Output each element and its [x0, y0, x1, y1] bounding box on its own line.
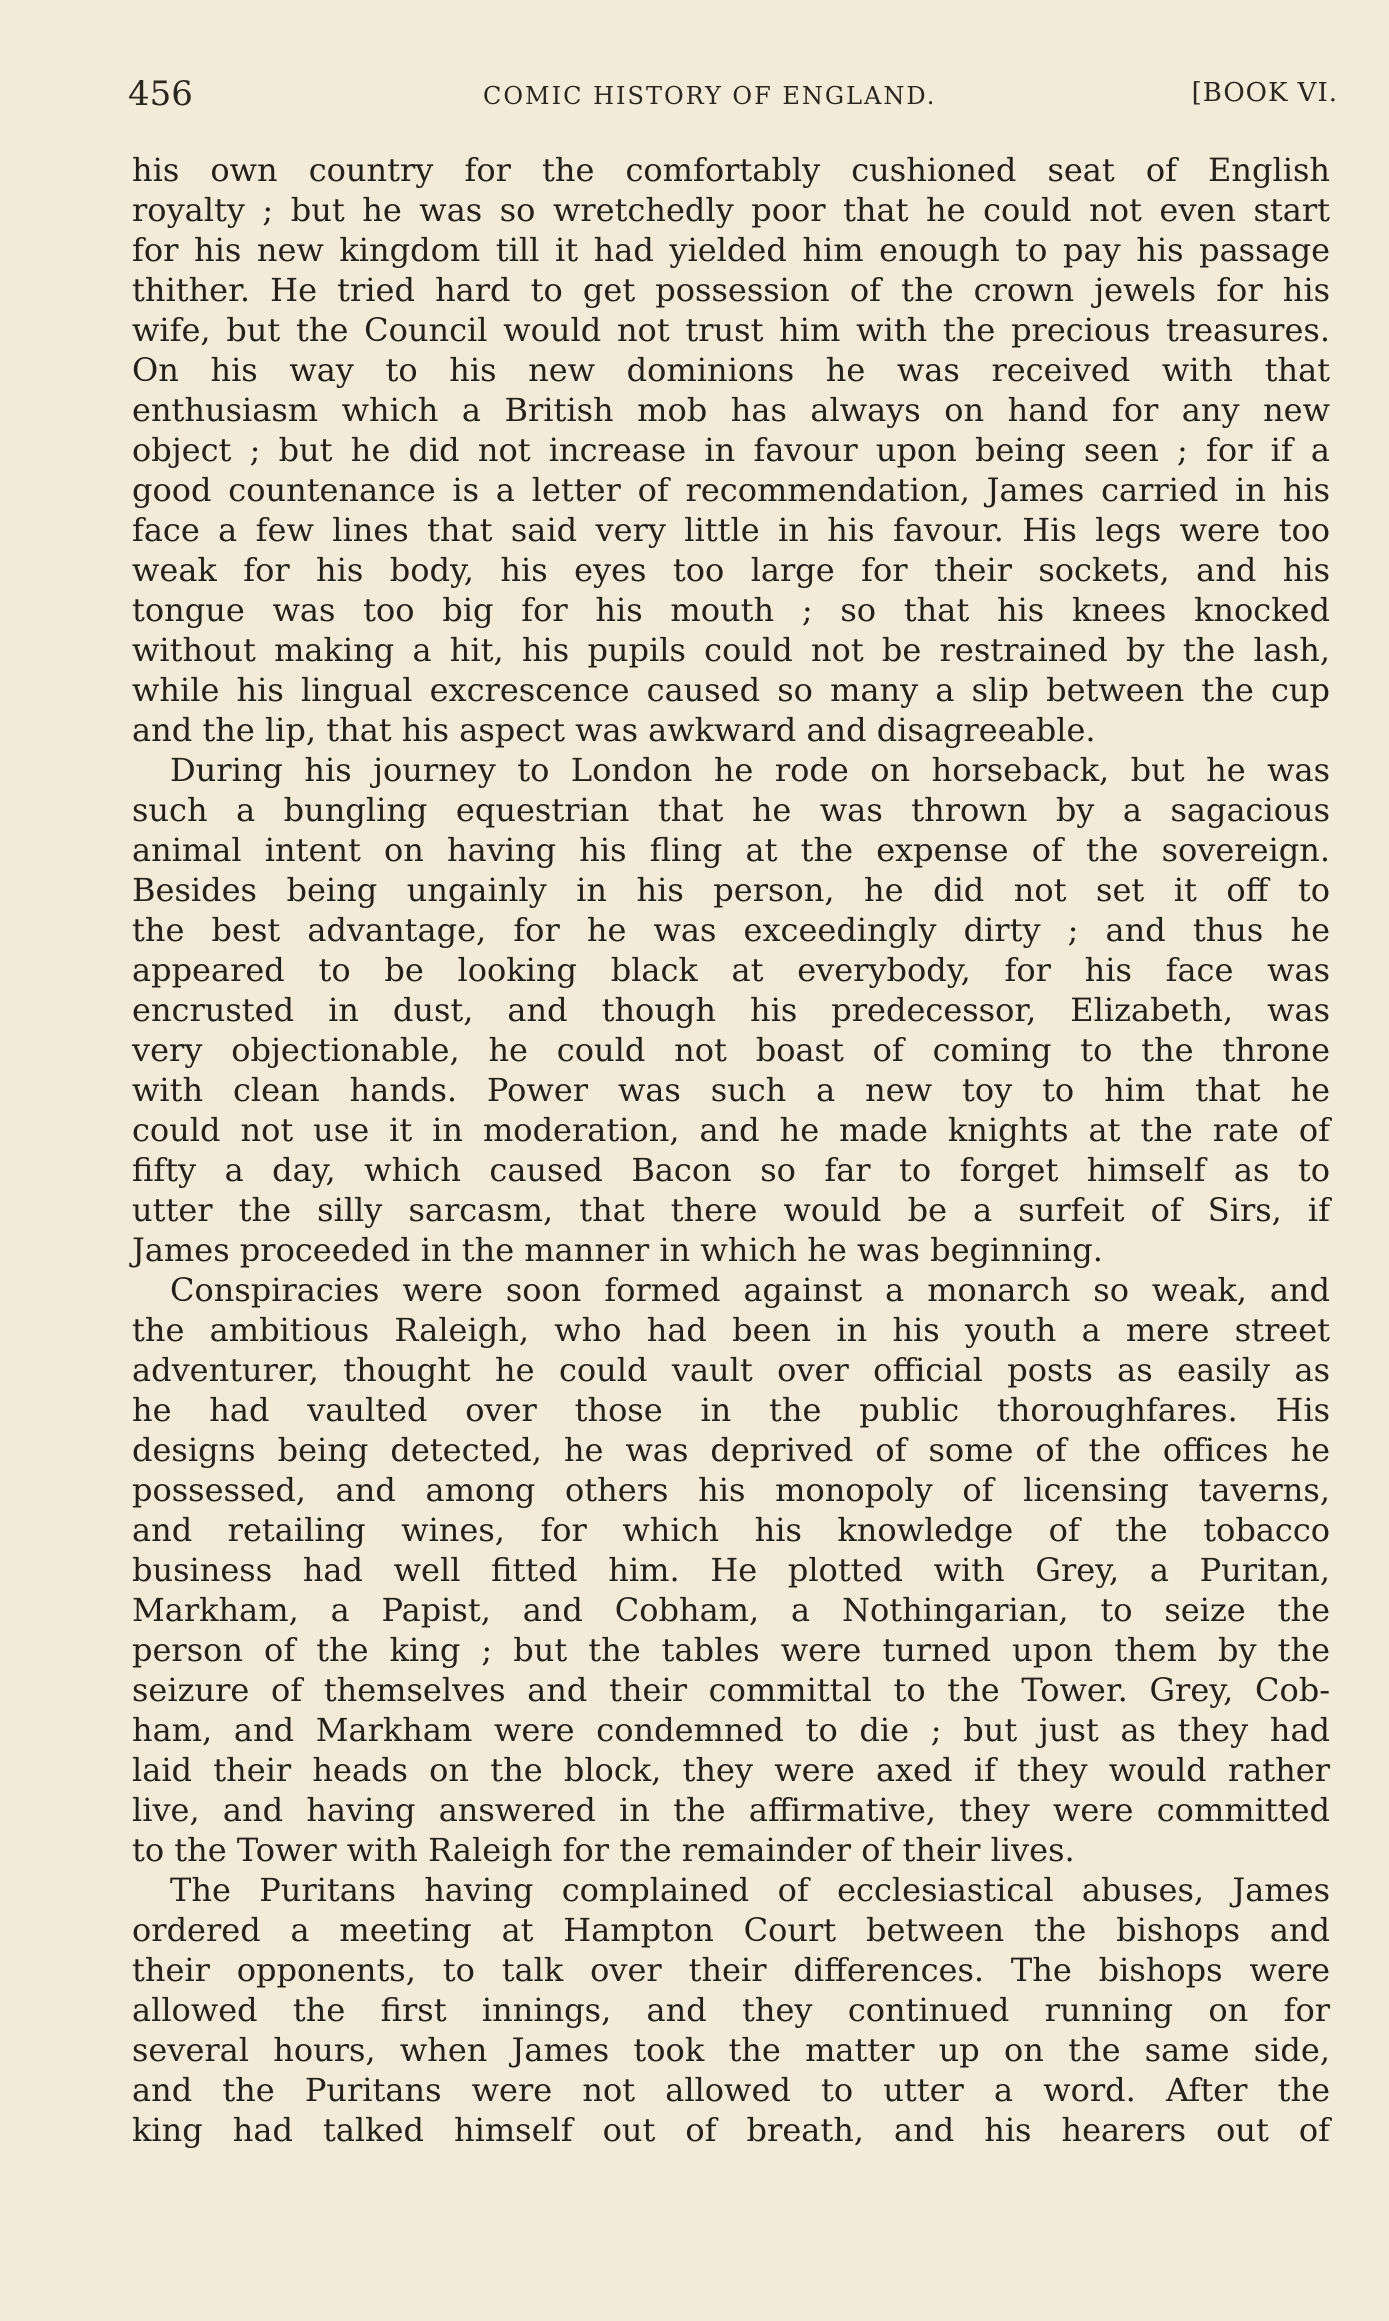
text-line: such a bungling equestrian that he was thrown by a sagacious: [132, 791, 1330, 829]
paragraph-2: [132, 750, 1330, 1270]
text-line: person of the king ; but the tables were turned upon them by the: [132, 1631, 1330, 1669]
text-line: several hours, when James took the matter up on the same side,: [132, 2031, 1330, 2069]
text-line: for his new kingdom till it had yielded him enough to pay his passage: [132, 231, 1330, 269]
text-line: his own country for the comfortably cushioned seat of English: [132, 151, 1330, 189]
text-line: animal intent on having his fling at the expense of the sovereign.: [132, 831, 1330, 869]
text-line: thither. He tried hard to get possession of the crown jewels for his: [132, 271, 1330, 309]
paragraph-1: [132, 150, 1330, 750]
text-line: while his lingual excrescence caused so many a slip between the cup: [132, 671, 1330, 709]
text-line: could not use it in moderation, and he made knights at the rate of: [132, 1111, 1330, 1149]
text-line: wife, but the Council would not trust him with the precious treasures.: [132, 311, 1330, 349]
text-line: possessed, and among others his monopoly of licensing taverns,: [132, 1471, 1330, 1509]
text-line: the best advantage, for he was exceedingly dirty ; and thus he: [132, 911, 1330, 949]
text-line: During his journey to London he rode on horseback, but he was: [170, 751, 1330, 789]
text-line: utter the silly sarcasm, that there would be a surfeit of Sirs, if: [132, 1191, 1330, 1229]
text-line: with clean hands. Power was such a new toy to him that he: [132, 1071, 1330, 1109]
text-line: James proceeded in the manner in which he was beginning.: [132, 1231, 1103, 1269]
text-line: tongue was too big for his mouth ; so that his knees knocked: [132, 591, 1330, 629]
paragraph-4: [132, 1870, 1330, 2150]
text-line: fifty a day, which caused Bacon so far to forget himself as to: [132, 1151, 1330, 1189]
page-header: [128, 74, 1348, 124]
body-text: [132, 150, 1330, 2150]
text-line: good countenance is a letter of recommendation, James carried in his: [132, 471, 1330, 509]
book-label: [BOOK VI.: [1191, 78, 1338, 108]
text-line: business had well fitted him. He plotted with Grey, a Puritan,: [132, 1551, 1330, 1589]
text-line: to the Tower with Raleigh for the remainder of their lives.: [132, 1831, 1075, 1869]
text-line: designs being detected, he was deprived of some of the offices he: [132, 1431, 1330, 1469]
text-line: live, and having answered in the affirmative, they were committed: [132, 1791, 1330, 1829]
text-line: the ambitious Raleigh, who had been in his youth a mere street: [132, 1311, 1330, 1349]
text-line: weak for his body, his eyes too large for their sockets, and his: [132, 551, 1330, 589]
text-line: royalty ; but he was so wretchedly poor that he could not even start: [132, 191, 1330, 229]
text-line: and retailing wines, for which his knowledge of the tobacco: [132, 1511, 1330, 1549]
text-line: Conspiracies were soon formed against a monarch so weak, and: [170, 1271, 1330, 1309]
text-line: appeared to be looking black at everybody, for his face was: [132, 951, 1330, 989]
text-line: king had talked himself out of breath, and his hearers out of: [132, 2111, 1330, 2149]
text-line: Besides being ungainly in his person, he did not set it off to: [132, 871, 1330, 909]
page-number: 456: [128, 74, 193, 114]
running-head: COMIC HISTORY OF ENGLAND.: [483, 82, 937, 110]
text-line: and the Puritans were not allowed to utter a word. After the: [132, 2071, 1330, 2109]
text-line: ordered a meeting at Hampton Court between the bishops and: [132, 1911, 1330, 1949]
text-line: Markham, a Papist, and Cobham, a Nothingarian, to seize the: [132, 1591, 1330, 1629]
text-line: ham, and Markham were condemned to die ; but just as they had: [132, 1711, 1330, 1749]
text-line: laid their heads on the block, they were axed if they would rather: [132, 1751, 1330, 1789]
text-line: encrusted in dust, and though his predecessor, Elizabeth, was: [132, 991, 1330, 1029]
text-line: On his way to his new dominions he was received with that: [132, 351, 1330, 389]
text-line: without making a hit, his pupils could not be restrained by the lash,: [132, 631, 1330, 669]
text-line: their opponents, to talk over their differences. The bishops were: [132, 1951, 1330, 1989]
text-line: allowed the first innings, and they continued running on for: [132, 1991, 1330, 2029]
text-line: seizure of themselves and their committal to the Tower. Grey, Cob-: [132, 1671, 1330, 1709]
text-line: object ; but he did not increase in favour upon being seen ; for if a: [132, 431, 1330, 469]
text-line: very objectionable, he could not boast of coming to the throne: [132, 1031, 1330, 1069]
text-line: enthusiasm which a British mob has always on hand for any new: [132, 391, 1330, 429]
text-line: face a few lines that said very little in his favour. His legs were too: [132, 511, 1330, 549]
text-line: adventurer, thought he could vault over official posts as easily as: [132, 1351, 1330, 1389]
text-line: he had vaulted over those in the public thoroughfares. His: [132, 1391, 1330, 1429]
text-line: and the lip, that his aspect was awkward and disagreeable.: [132, 711, 1096, 749]
paragraph-3: [132, 1270, 1330, 1870]
text-line: The Puritans having complained of ecclesiastical abuses, James: [170, 1871, 1330, 1909]
